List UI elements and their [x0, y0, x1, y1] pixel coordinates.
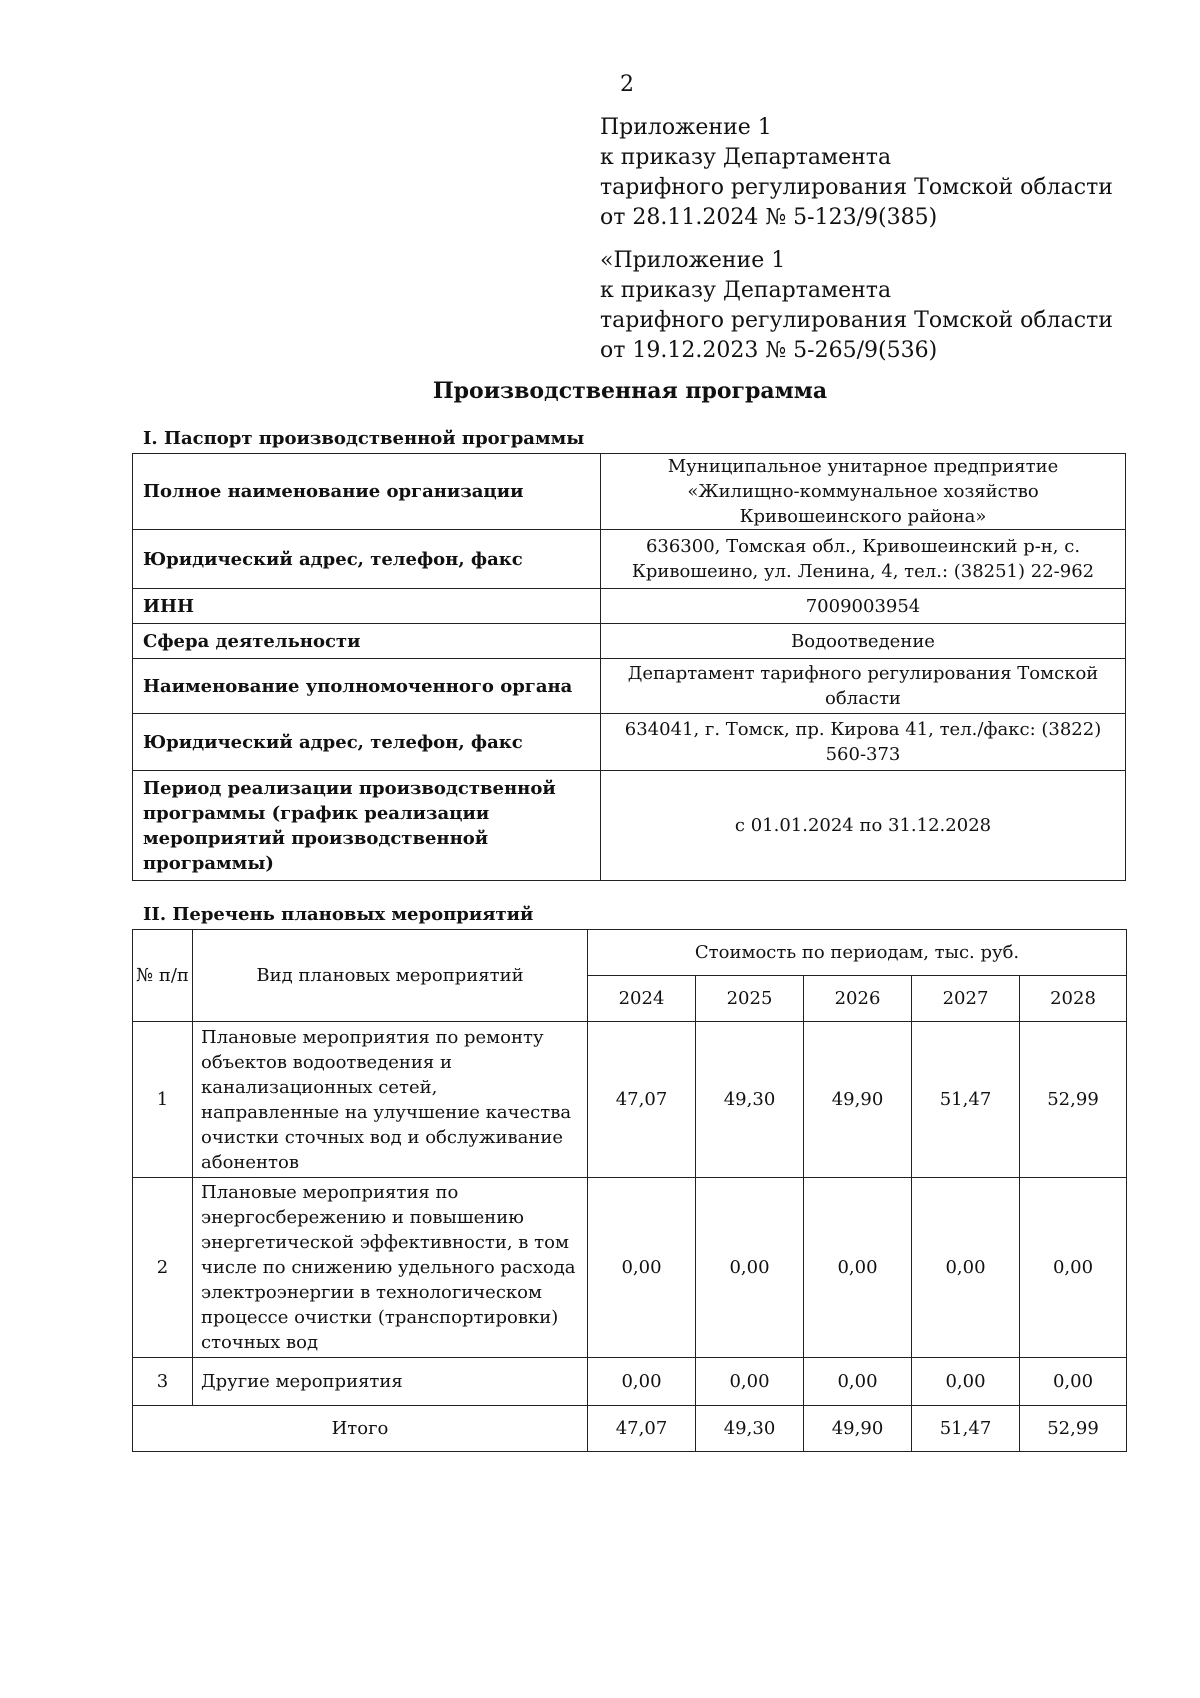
row-number: 3: [133, 1358, 193, 1406]
cell-value: 0,00: [912, 1178, 1020, 1358]
table-row: [133, 530, 1126, 589]
cell-value: 49,90: [804, 1022, 912, 1178]
cell-value: 0,00: [912, 1358, 1020, 1406]
cell-value: 0,00: [804, 1358, 912, 1406]
row-value: 634041, г. Томск, пр. Кирова 41, тел./факс: (3822) 560-373: [601, 714, 1126, 771]
row-label: ИНН: [133, 589, 601, 624]
cell-value: 0,00: [696, 1358, 804, 1406]
column-header-year: 2025: [696, 976, 804, 1022]
cell-value: 49,30: [696, 1022, 804, 1178]
row-value: Муниципальное унитарное предприятие «Жилищно-коммунальное хозяйство Кривошеинского района»: [601, 454, 1126, 530]
table-header-row: [133, 930, 1127, 976]
document-title: Производственная программа: [432, 378, 828, 404]
cell-value: 0,00: [588, 1178, 696, 1358]
annex-line: тарифного регулирования Томской области: [600, 175, 1113, 200]
row-label: Период реализации производственной программы (график реализации мероприятий производственной программы): [133, 771, 601, 881]
table-row: [133, 624, 1126, 659]
table-row: [133, 714, 1126, 771]
total-label: Итого: [133, 1406, 588, 1452]
table-row: [133, 659, 1126, 714]
planned-events-table: [132, 929, 1127, 1452]
section-title-passport: I. Паспорт производственной программы: [143, 428, 585, 449]
cell-value: 51,47: [912, 1022, 1020, 1178]
cell-value: 0,00: [1020, 1358, 1127, 1406]
table-row: [133, 771, 1126, 881]
row-description: Другие мероприятия: [193, 1358, 588, 1406]
row-value: с 01.01.2024 по 31.12.2028: [601, 771, 1126, 881]
table-row: [133, 1022, 1127, 1178]
row-description: Плановые мероприятия по ремонту объектов водоотведения и канализационных сетей, направленные на улучшение качества очистки сточных вод и обслуживание абонентов: [193, 1022, 588, 1178]
cell-value: 0,00: [1020, 1178, 1127, 1358]
cell-total: 52,99: [1020, 1406, 1127, 1452]
table-row: [133, 454, 1126, 530]
row-value: 7009003954: [601, 589, 1126, 624]
row-label: Сфера деятельности: [133, 624, 601, 659]
row-value: 636300, Томская обл., Кривошеинский р-н, с. Кривошеино, ул. Ленина, 4, тел.: (38251) 22-962: [601, 530, 1126, 589]
table-total-row: [133, 1406, 1127, 1452]
row-value: Департамент тарифного регулирования Томской области: [601, 659, 1126, 714]
column-header-num: № п/п: [133, 930, 193, 1022]
annex-line: к приказу Департамента: [600, 145, 892, 170]
cell-value: 52,99: [1020, 1022, 1127, 1178]
cell-total: 51,47: [912, 1406, 1020, 1452]
column-header-cost: Стоимость по периодам, тыс. руб.: [588, 930, 1127, 976]
table-row: [133, 589, 1126, 624]
annex-line: Приложение 1: [600, 115, 772, 140]
cell-value: 0,00: [696, 1178, 804, 1358]
cell-total: 49,90: [804, 1406, 912, 1452]
cell-value: 0,00: [588, 1358, 696, 1406]
cell-value: 47,07: [588, 1022, 696, 1178]
cell-value: 0,00: [804, 1178, 912, 1358]
column-header-year: 2027: [912, 976, 1020, 1022]
annex-line: тарифного регулирования Томской области: [600, 308, 1113, 333]
annex-line: от 19.12.2023 № 5-265/9(536): [600, 338, 938, 363]
annex-line: к приказу Департамента: [600, 278, 892, 303]
column-header-year: 2024: [588, 976, 696, 1022]
row-number: 1: [133, 1022, 193, 1178]
annex-line: от 28.11.2024 № 5-123/9(385): [600, 205, 938, 230]
column-header-year: 2026: [804, 976, 912, 1022]
table-row: [133, 1358, 1127, 1406]
cell-total: 47,07: [588, 1406, 696, 1452]
passport-table: [132, 453, 1126, 881]
row-label: Наименование уполномоченного органа: [133, 659, 601, 714]
column-header-type: Вид плановых мероприятий: [193, 930, 588, 1022]
row-number: 2: [133, 1178, 193, 1358]
table-row: [133, 1178, 1127, 1358]
annex-line: «Приложение 1: [600, 248, 786, 273]
row-label: Юридический адрес, телефон, факс: [133, 530, 601, 589]
page-number: 2: [620, 72, 634, 97]
row-value: Водоотведение: [601, 624, 1126, 659]
cell-total: 49,30: [696, 1406, 804, 1452]
annex-header-previous: [600, 246, 1113, 366]
row-label: Полное наименование организации: [133, 454, 601, 530]
row-description: Плановые мероприятия по энергосбережению и повышению энергетической эффективности, в том числе по снижению удельного расхода электроэнергии в технологическом процессе очистки (транспортировки) сточных вод: [193, 1178, 588, 1358]
row-label: Юридический адрес, телефон, факс: [133, 714, 601, 771]
column-header-year: 2028: [1020, 976, 1127, 1022]
annex-header-current: [600, 113, 1113, 233]
section-title-events: II. Перечень плановых мероприятий: [143, 904, 534, 925]
